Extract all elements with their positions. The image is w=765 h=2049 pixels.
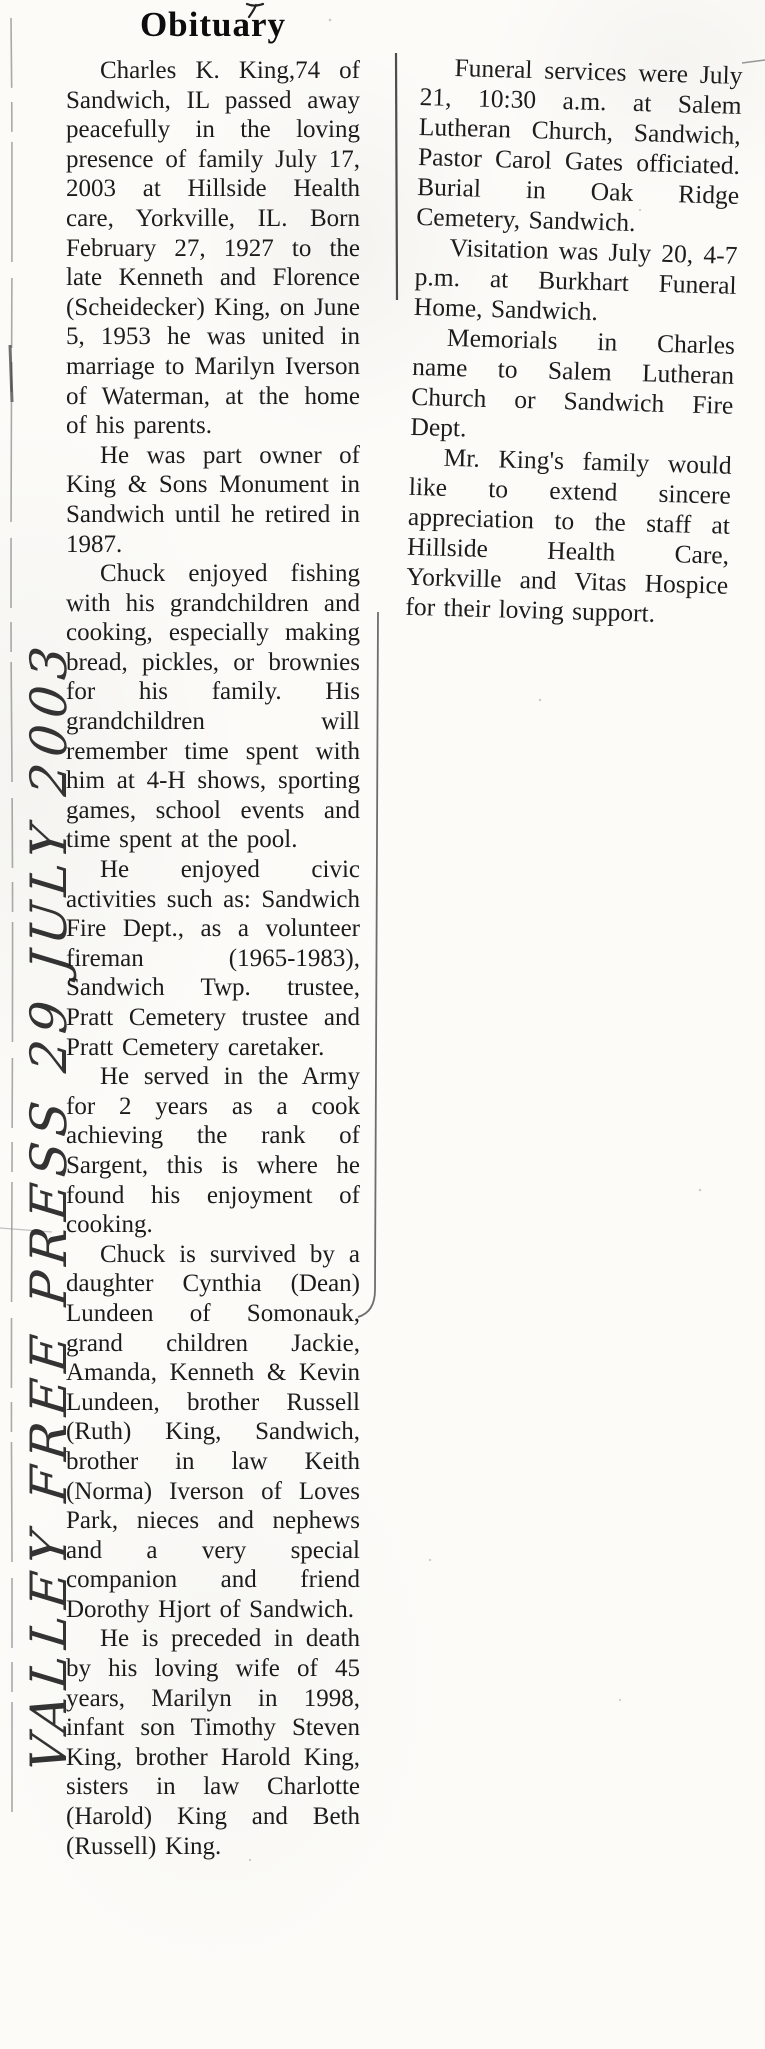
column-divider-top: [396, 53, 397, 300]
paragraph-preceded-in-death: He is preceded in death by his loving wife of 45 years, Marilyn in 1998, infant son Timothy Steven King, brother Harold King, sisters in law Charlotte (Harold) King and Beth (Russell) King.: [66, 1625, 360, 1860]
paragraph-visitation: Visitation was July 20, 4-7 p.m. at Burkhart Funeral Home, Sandwich.: [413, 232, 738, 327]
paragraph-intro: Charles K. King,74 of Sandwich, IL passed away peacefully in the loving presence of family July 17, 2003 at Hillside Health care, Yorkville, IL. Born February 27, 1927 to the late Kenneth and Florence (Scheidecker) King, on June 5, 1953 he was united in marriage to Marilyn Iverson of Waterman, at the home of his parents.: [66, 57, 360, 440]
paragraph-funeral-services: Funeral services were July 21, 10:30 a.m. at Salem Lutheran Church, Sandwich, Pastor Carol Gates officiated. Burial in Oak Ridge Cemetery, Sandwich.: [416, 52, 743, 238]
left-column: [66, 56, 360, 1861]
paragraph-hobbies: Chuck enjoyed fishing with his grandchildren and cooking, especially making bread, pickles, or brownies for his family. His grandchildren will remember time spent with him at 4-H shows, sporting games, school events and time spent at the pool.: [66, 560, 360, 854]
obituary-title: Obituary: [139, 5, 287, 44]
handwritten-margin-note: VALLEY FREE PRESS 29 JULY 2003: [20, 636, 78, 1775]
left-crease-line: [11, 18, 13, 1812]
paragraph-army-service: He served in the Army for 2 years as a cook achieving the rank of Sargent, this is where he found his enjoyment of cooking.: [66, 1063, 360, 1239]
left-crease-dark-segment: [10, 345, 12, 402]
paragraph-survivors: Chuck is survived by a daughter Cynthia (Dean) Lundeen of Somonauk, grand children Jackie, Amanda, Kenneth & Kevin Lundeen, brother Russell (Ruth) King, Sandwich, brother in law Keith (Norma) Iverson of Loves Park, nieces and nephews and a very special companion and friend Dorothy Hjort of Sandwich.: [66, 1240, 360, 1623]
stray-dash-mark: [742, 60, 765, 63]
paragraph-family-thanks: Mr. King's family would like to extend sincere appreciation to the staff at Hillside Health Care, Yorkville and Vitas Hospice for their loving support.: [405, 442, 732, 628]
paragraph-memorials: Memorials in Charles name to Salem Lutheran Church or Sandwich Fire Dept.: [410, 322, 736, 443]
paragraph-career: He was part owner of King & Sons Monument in Sandwich until he retired in 1987.: [66, 441, 360, 558]
paragraph-civic-activities: He enjoyed civic activities such as: Sandwich Fire Dept., as a volunteer fireman (1965-1983), Sandwich Twp. trustee, Pratt Cemetery trustee and Pratt Cemetery caretaker.: [66, 856, 360, 1061]
right-column: [405, 52, 743, 631]
column-divider-bottom: [358, 612, 378, 1317]
